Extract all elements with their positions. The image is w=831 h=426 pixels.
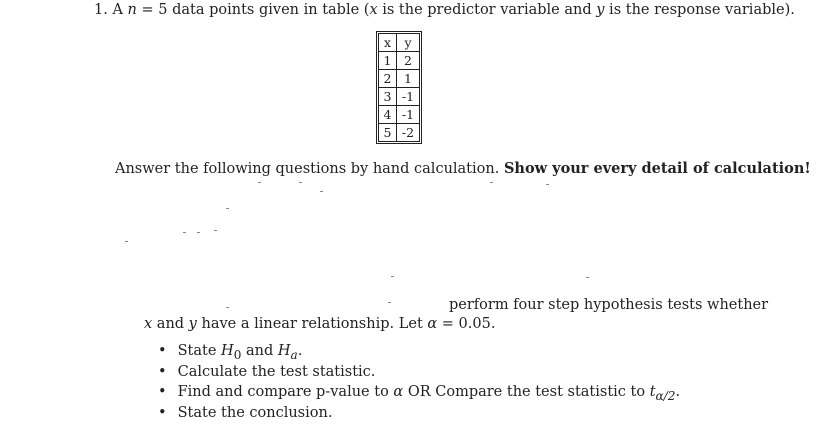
question-intro: 1. A n = 5 data points given in table (x is the predictor variable and y is the response variable).: [94, 2, 795, 18]
artifact-speck: [490, 182, 493, 183]
instruction-emphasis: Show your every detail of calculation!: [503, 160, 811, 177]
artifact-speck: [183, 232, 186, 233]
table-row: [379, 70, 420, 88]
table-cell: 2: [397, 52, 420, 70]
list-item: • Calculate the test statistic.: [158, 362, 680, 383]
table-cell: 3: [379, 88, 397, 106]
artifact-speck: [586, 277, 589, 278]
artifact-speck: [258, 182, 261, 183]
table-cell: -2: [397, 124, 420, 142]
artifact-speck: [320, 191, 323, 192]
table-header-y: y: [397, 34, 420, 52]
table-cell: 2: [379, 70, 397, 88]
artifact-speck: [388, 302, 391, 303]
table-header-row: [379, 34, 420, 52]
list-item: • Find and compare p-value to α OR Compare the test statistic to $t_{\alpha/2}$.: [158, 382, 680, 403]
artifact-speck: [546, 184, 549, 185]
table-cell: 1: [397, 70, 420, 88]
table-cell: 4: [379, 106, 397, 124]
table-row: [379, 106, 420, 124]
table-cell: -1: [397, 88, 420, 106]
table-cell: 5: [379, 124, 397, 142]
instruction-text: Answer the following questions by hand calculation. Show your every detail of calculation!: [115, 160, 811, 177]
hypothesis-line-2: x and y have a linear relationship. Let α = 0.05.: [144, 316, 496, 332]
table-cell: 1: [379, 52, 397, 70]
list-item: • State $H_0$ and $H_a$.: [158, 341, 680, 362]
table-cell: -1: [397, 106, 420, 124]
question-number: 1.: [94, 2, 108, 18]
table-row: [379, 52, 420, 70]
hypothesis-line-1: perform four step hypothesis tests whether: [449, 297, 769, 313]
list-item: • State the conclusion.: [158, 403, 680, 424]
steps-list: [158, 341, 680, 423]
artifact-speck: [125, 241, 128, 242]
artifact-speck: [197, 232, 200, 233]
artifact-speck: [214, 230, 217, 231]
data-table: [378, 33, 420, 142]
artifact-speck: [391, 276, 394, 277]
table-row: [379, 88, 420, 106]
artifact-speck: [226, 307, 229, 308]
table-row: [379, 124, 420, 142]
table-header-x: x: [379, 34, 397, 52]
artifact-speck: [299, 182, 302, 183]
artifact-speck: [226, 208, 229, 209]
